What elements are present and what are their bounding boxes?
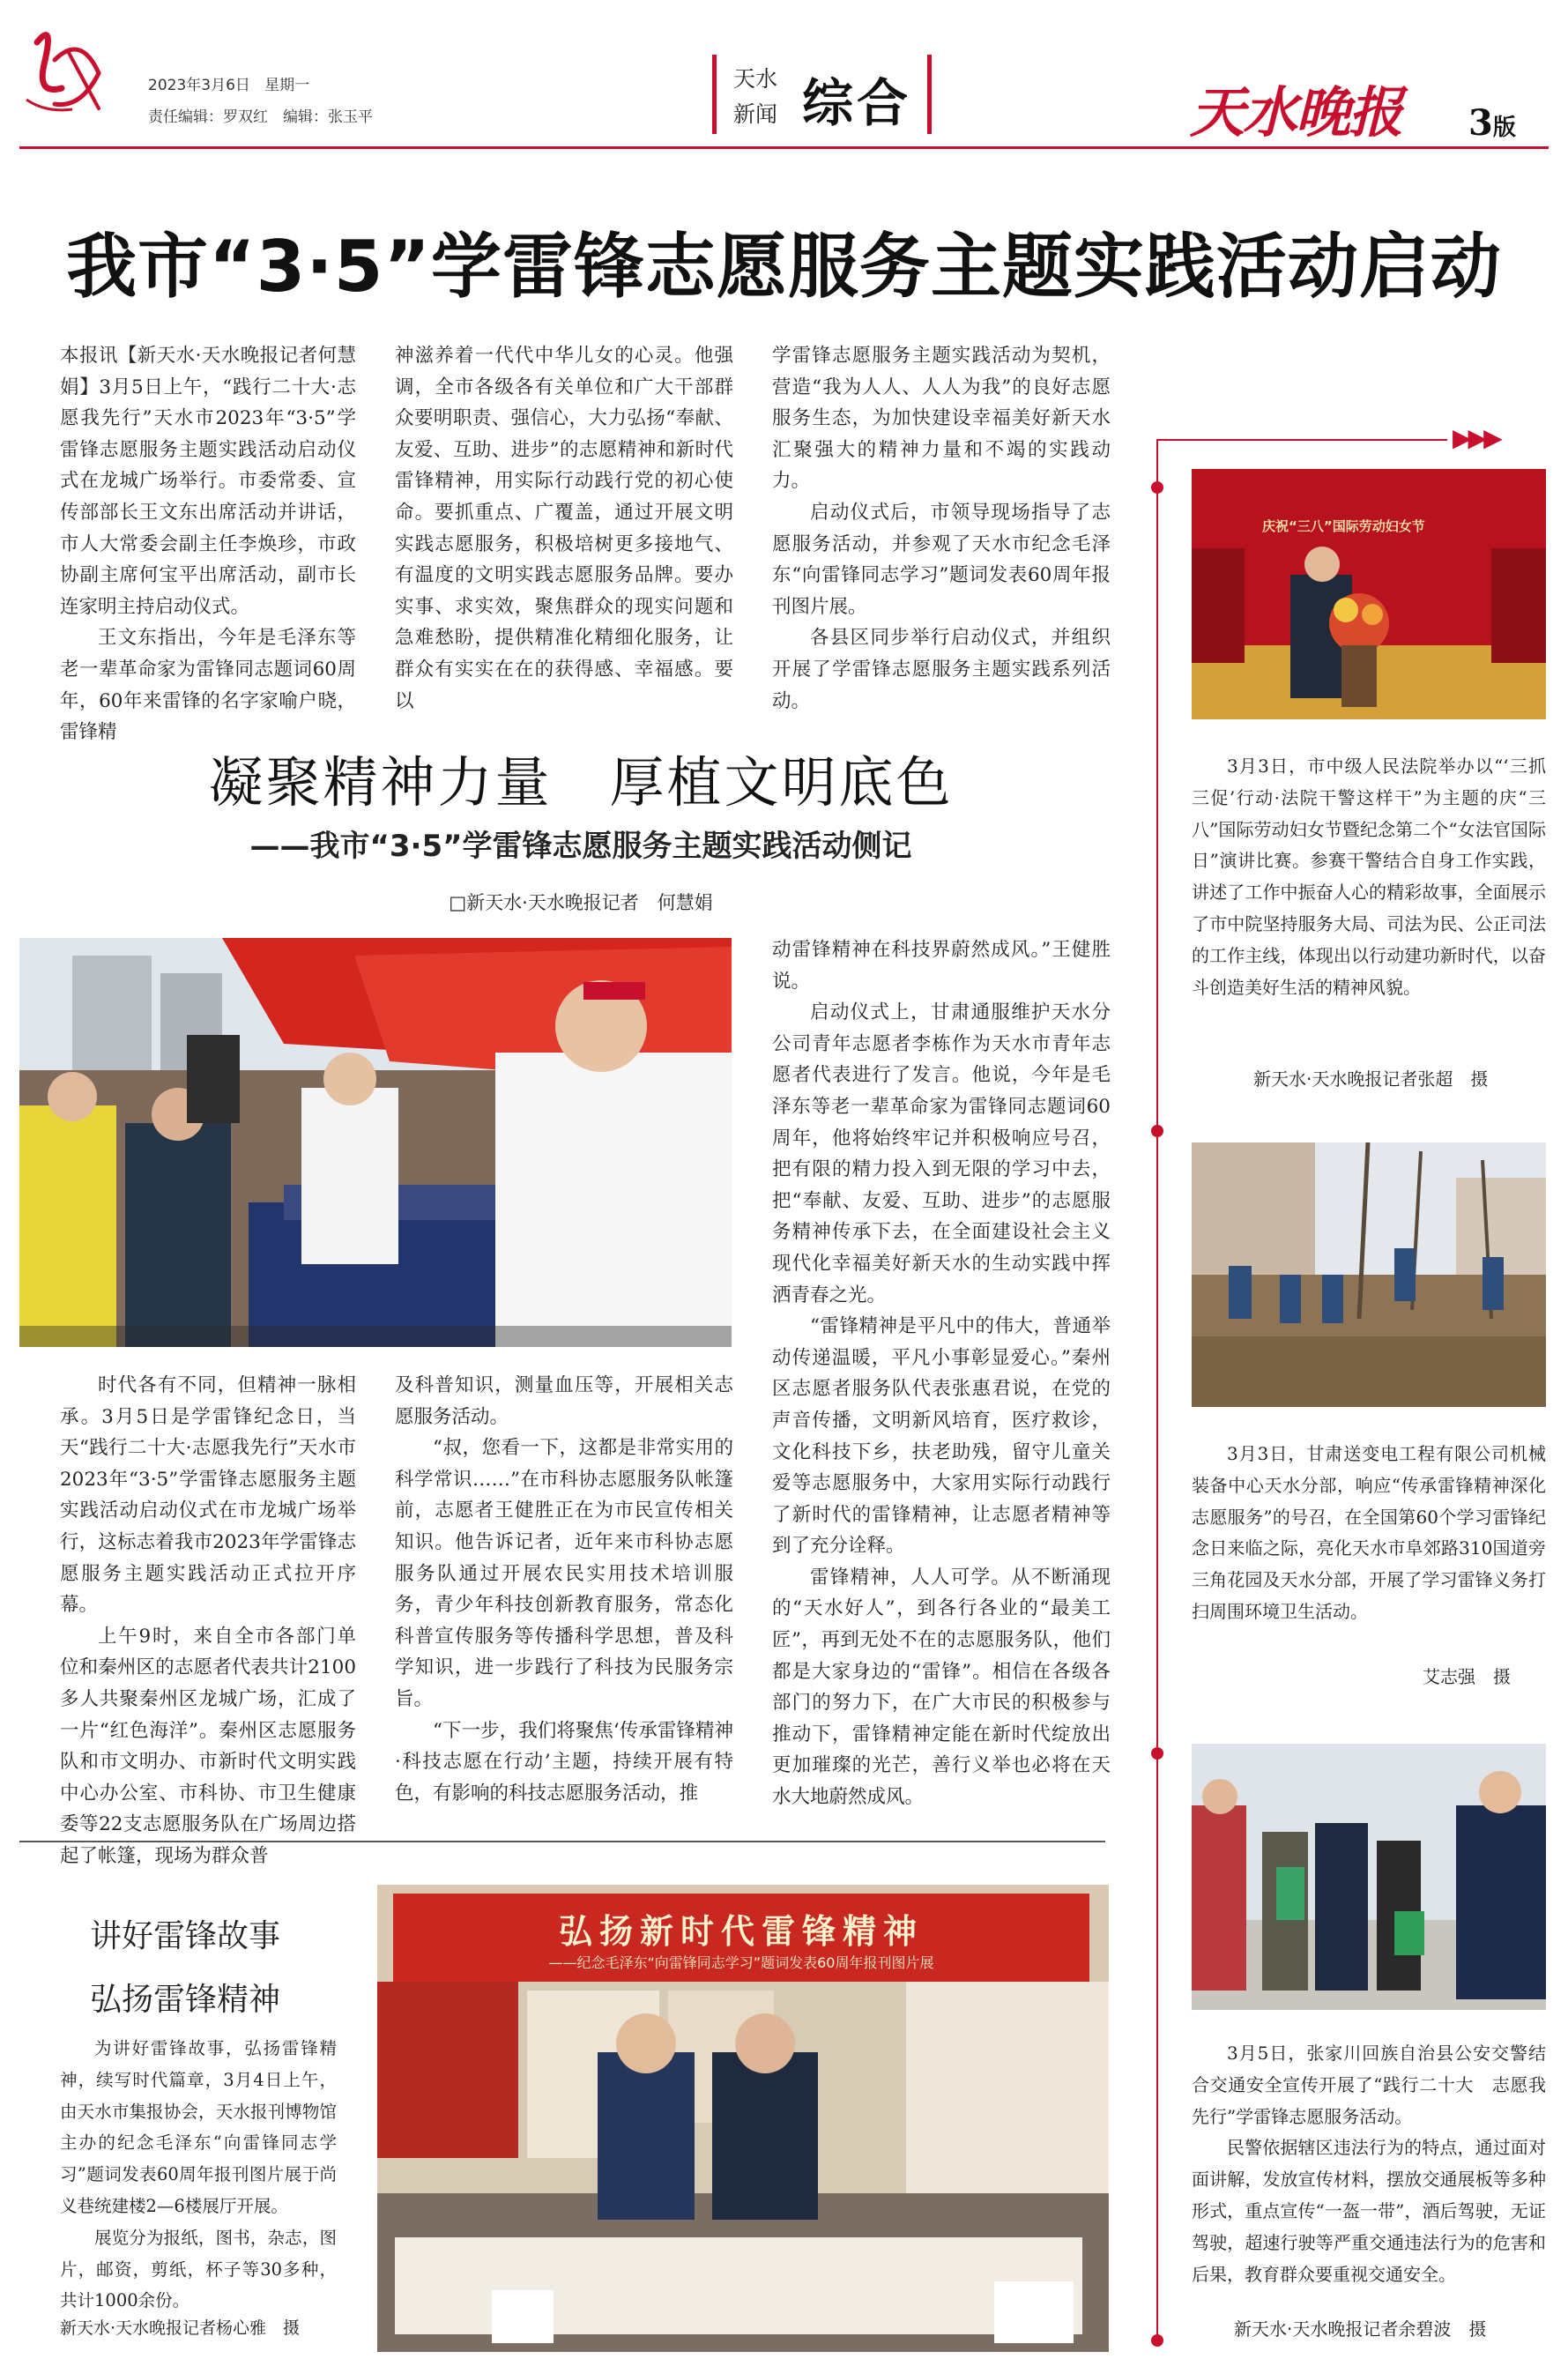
exhibit-paragraph: 展览分为报纸，图书，杂志，图片，邮资，剪纸，杯子等30多种，共计1000余份。 xyxy=(60,2227,337,2311)
rail-photo-court-scene xyxy=(1192,469,1546,719)
issue-weekday: 星期一 xyxy=(264,77,310,94)
rail-vertical-rule xyxy=(1156,439,1158,2343)
rail-marker-dot xyxy=(1151,1125,1163,1137)
exhibit-banner xyxy=(393,1894,1089,1982)
rail-photo-court-banner: 庆祝“三八”国际劳动妇女节 xyxy=(1262,518,1425,534)
newspaper-logo-icon xyxy=(19,25,116,122)
exhibit-banner-title: 弘扬新时代雷锋精神 xyxy=(558,1912,924,1951)
lead-column-3 xyxy=(772,340,1111,717)
masthead-rule xyxy=(19,146,1549,149)
rail-caption-text: 民警依据辖区违法行为的特点，通过面对面讲解，发放宣传材料，摆放交通展板等多种形式，重点宣传“一盔一带”，酒后驾驶，无证驾驶，超速行驶等严重交通违法行为的危害和后果，教育群众要重视交通安全。 xyxy=(1192,2137,1546,2285)
rail-caption-1 xyxy=(1192,751,1546,1003)
lead-paragraph: 学雷锋志愿服务主题实践活动为契机，营造“我为人人、人人为我”的良好志愿服务生态，为加快建设幸福美好新天水汇聚强大的精神力量和不竭的实践动力。 xyxy=(772,345,1111,493)
rail-credit-1: 新天水·天水晚报记者张超 摄 xyxy=(1253,1068,1489,1090)
section-bar-right xyxy=(927,55,932,134)
rail-caption-text: 3月3日，市中级人民法院举办以“‘三抓三促’行动·法院干警这样干”为主题的庆“三八”国际劳动妇女节暨纪念第二个“女法官国际日”演讲比赛。参赛干警结合自身工作实践，讲述了工作中振奋人心的精彩故事，全面展示了市中院坚持服务大局、司法为民、公正司法的工作主线，体现出以行动建功新时代，以奋斗创造美好生活的精神风貌。 xyxy=(1192,755,1546,998)
rail-caption-text: 3月5日，张家川回族自治县公安交警结合交通安全宣传开展了“践行二十大 志愿我先行”学雷锋志愿服务活动。 xyxy=(1192,2043,1546,2127)
exhibit-credit: 新天水·天水晚报记者杨心雅 摄 xyxy=(60,2318,301,2338)
rail-photo-traffic-police xyxy=(1192,1744,1546,2010)
lead-paragraph: 王文东指出，今年是毛泽东等老一辈革命家为雷锋同志题词60周年，60年来雷锋的名字家喻户晓，雷锋精 xyxy=(60,627,356,744)
rail-credit-3: 新天水·天水晚报记者余碧波 摄 xyxy=(1234,2318,1487,2340)
exhibit-photo xyxy=(377,1885,1109,2352)
exhibit-banner-subtitle: ——纪念毛泽东“向雷锋同志学习”题词发表60周年报刊图片展 xyxy=(548,1954,934,1971)
page-number-value: 3 xyxy=(1468,102,1493,144)
newspaper-name: 天水晚报 xyxy=(1190,80,1402,145)
rail-caption-3 xyxy=(1192,2038,1546,2290)
rail-caption-text: 3月3日，甘肃送变电工程有限公司机械装备中心天水分部，响应“传承雷锋精神深化志愿服务”的号召，在全国第60个学习雷锋纪念日来临之际，亮化天水市阜郊路310国道旁三角花园及天水分部，开展了学习雷锋义务打扫周围环境卫生活动。 xyxy=(1192,1443,1546,1622)
section-divider xyxy=(19,1841,1105,1842)
feature-byline: □新天水·天水晚报记者 何慧娟 xyxy=(449,892,713,913)
feature-paragraph: 时代各有不同，但精神一脉相承。3月5日是学雷锋纪念日，当天“践行二十大·志愿我先行”天水市2023年“3·5”学雷锋志愿服务主题实践活动启动仪式在市龙城广场举行，这标志着我市2023年学雷锋志愿服务主题实践活动正式拉开序幕。 xyxy=(60,1374,356,1617)
exhibit-paragraph: 为讲好雷锋故事，弘扬雷锋精神，续写时代篇章，3月4日上午，由天水市集报协会，天水报刊博物馆主办的纪念毛泽东“向雷锋同志学习”题词发表60周年报刊图片展于尚义巷统建楼2—6楼展厅开展。 xyxy=(60,2038,337,2216)
feature-paragraph: 动雷锋精神在科技界蔚然成风。”王健胜说。 xyxy=(772,939,1111,993)
issue-date: 2023年3月6日 xyxy=(148,77,250,94)
lead-column-1 xyxy=(60,340,356,748)
editors-line: 责任编辑：罗双红 编辑：张玉平 xyxy=(148,108,373,126)
exhibit-text xyxy=(60,2033,337,2317)
page-number xyxy=(1468,102,1516,144)
feature-paragraph: “雷锋精神是平凡中的伟大，普通举动传递温暖，平凡小事彰显爱心。”秦州区志愿者服务队代表张惠君说，在党的声音传播，文明新风培育，医疗救诊，文化科技下乡，扶老助残，留守儿童关爱等志愿服务中，大家用实际行动践行了新时代的雷锋精神，让志愿者精神等到了充分诠释。 xyxy=(772,1315,1111,1558)
feature-paragraph: “下一步，我们将聚焦‘传承雷锋精神·科技志愿在行动’主题，持续开展有特色，有影响的科技志愿服务活动，推 xyxy=(395,1719,733,1805)
rail-marker-dot xyxy=(1151,1747,1163,1760)
rail-credit-2: 艾志强 摄 xyxy=(1423,1666,1511,1687)
feature-paragraph: 启动仪式上，甘肃通服维护天水分公司青年志愿者李栋作为天水市青年志愿者代表进行了发言。他说，今年是毛泽东等老一辈革命家为雷锋同志题词60周年，他将始终牢记并积极响应号召，把有限的精力投入到无限的学习中去，把“奉献、友爱、互助、进步”的志愿服务精神传承下去，在全面建设社会主义现代化幸福美好新天水的生动实践中挥洒青春之光。 xyxy=(772,1001,1111,1306)
rail-caption-2 xyxy=(1192,1439,1546,1628)
section-label-top: 天水 xyxy=(733,66,778,92)
exhibit-heading-2: 弘扬雷锋精神 xyxy=(89,1982,280,2018)
rail-photo-gardening xyxy=(1192,1142,1546,1407)
feature-dek: ——我市“3·5”学雷锋志愿服务主题实践活动侧记 xyxy=(249,829,912,864)
feature-column-2 xyxy=(395,1370,733,1809)
rail-marker-dot xyxy=(1151,2334,1163,2347)
rail-marker-dot xyxy=(1151,481,1163,494)
page-number-suffix: 版 xyxy=(1492,115,1516,141)
lead-paragraph: 本报讯【新天水·天水晚报记者何慧娟】3月5日上午，“践行二十大·志愿我先行”天水市2023年“3·5”学雷锋志愿服务主题实践活动启动仪式在龙城广场举行。市委常委、宣传部部长王文东出席活动并讲话，市人大常委会副主任李焕珍，市政协副主席何宝平出席活动，副市长连家明主持启动仪式。 xyxy=(60,345,356,618)
exhibit-heading-1: 讲好雷锋故事 xyxy=(89,1918,280,1954)
feature-headline: 凝聚精神力量 厚植文明底色 xyxy=(208,750,954,815)
feature-column-1 xyxy=(60,1370,356,1872)
section-title: 综合 xyxy=(802,73,912,133)
rail-arrows-icon: ▶▶▶ xyxy=(1453,423,1499,452)
lead-paragraph: 各县区同步举行启动仪式，并组织开展了学雷锋志愿服务主题实践系列活动。 xyxy=(772,627,1111,712)
feature-paragraph: “叔，您看一下，这都是非常实用的科学常识……”在市科协志愿服务队帐篷前，志愿者王健胜正在为市民宣传相关知识。他告诉记者，近年来市科协志愿服务队通过开展农民实用技术培训服务，青少年科技创新教育服务，常态化科普宣传服务等传播科学思想，普及科学知识，进一步践行了科技为民服务宗旨。 xyxy=(395,1437,733,1710)
lead-paragraph: 启动仪式后，市领导现场指导了志愿服务活动，并参观了天水市纪念毛泽东“向雷锋同志学习”题词发表60周年报刊图片展。 xyxy=(772,501,1111,618)
feature-photo-volunteers xyxy=(19,938,732,1347)
lead-column-2 xyxy=(395,340,733,717)
section-label-bottom: 新闻 xyxy=(733,101,778,127)
lead-paragraph: 神滋养着一代代中华儿女的心灵。他强调，全市各级各有关单位和广大干部群众要明职责、强信心，大力弘扬“奉献、友爱、互助、进步”的志愿精神和新时代雷锋精神，用实际行动践行党的初心使命。要抓重点、广覆盖，通过开展文明实践志愿服务，积极培树更多接地气、有温度的文明实践志愿服务品牌。要办实事、求实效，聚焦群众的现实问题和急难愁盼，提供精准化精细化服务，让群众有实实在在的获得感、幸福感。要以 xyxy=(395,345,733,712)
lead-headline: 我市“3·5”学雷锋志愿服务主题实践活动启动 xyxy=(66,226,1502,308)
rail-photo-court xyxy=(1192,469,1546,719)
issue-date-line xyxy=(148,72,309,94)
exhibit-photo-scene xyxy=(377,1982,1109,2352)
feature-column-3 xyxy=(772,934,1111,1813)
rail-top-rule xyxy=(1156,439,1447,441)
feature-paragraph: 雷锋精神，人人可学。从不断涌现的“天水好人”，到各行各业的“最美工匠”，再到无处不在的志愿服务队，他们都是大家身边的“雷锋”。相信在各级各部门的努力下，在广大市民的积极参与推动下，雷锋精神定能在新时代绽放出更加璀璨的光芒，善行义举也必将在天水大地蔚然成风。 xyxy=(772,1566,1111,1809)
section-bar-left xyxy=(712,55,717,134)
feature-paragraph: 上午9时，来自全市各部门单位和秦州区的志愿者代表共计2100多人共聚秦州区龙城广场，汇成了一片“红色海洋”。秦州区志愿服务队和市文明办、市新时代文明实践中心办公室、市科协、市卫生健康委等22支志愿服务队在广场周边搭起了帐篷，现场为群众普 xyxy=(60,1625,356,1867)
feature-paragraph: 及科普知识，测量血压等，开展相关志愿服务活动。 xyxy=(395,1374,733,1428)
